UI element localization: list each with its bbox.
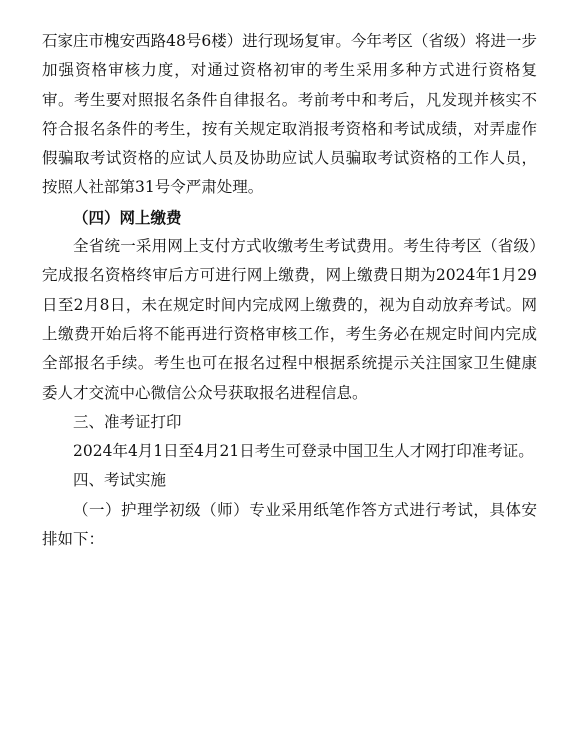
- review-paragraph: 石家庄市槐安西路48号6楼）进行现场复审。今年考区（省级）将进一步加强资格审核力度，对通过资格初审的考生采用多种方式进行资格复审。考生要对照报名条件自律报名。考前考中和考后，凡发现并核实不符合报名条件的考生，按有关规定取消报考资格和考试成绩，对弄虚作假骗取考试资格的应试人员及协助应试人员骗取考试资格的工作人员，按照人社部第31号令严肃处理。: [42, 32, 537, 197]
- payment-paragraph: 全省统一采用网上支付方式收缴考生考试费用。考生待考区（省级）完成报名资格终审后方可进行网上缴费，网上缴费日期为2024年1月29日至2月8日，未在规定时间内完成网上缴费的，视为自动放弃考试。网上缴费开始后将不能再进行资格审核工作，考生务必在规定时间内完成全部报名手续。考生也可在报名过程中根据系统提示关注国家卫生健康委人才交流中心微信公众号获取报名进程信息。: [42, 237, 537, 402]
- exam-implementation-paragraph: （一）护理学初级（师）专业采用纸笔作答方式进行考试，具体安排如下：: [42, 500, 537, 549]
- payment-subheading: （四）网上缴费: [73, 207, 182, 227]
- admission-ticket-paragraph: 2024年4月1日至4月21日考生可登录中国卫生人才网打印准考证。: [73, 442, 534, 461]
- admission-ticket-heading: 三、准考证打印: [73, 412, 182, 431]
- exam-implementation-heading: 四、考试实施: [73, 471, 167, 490]
